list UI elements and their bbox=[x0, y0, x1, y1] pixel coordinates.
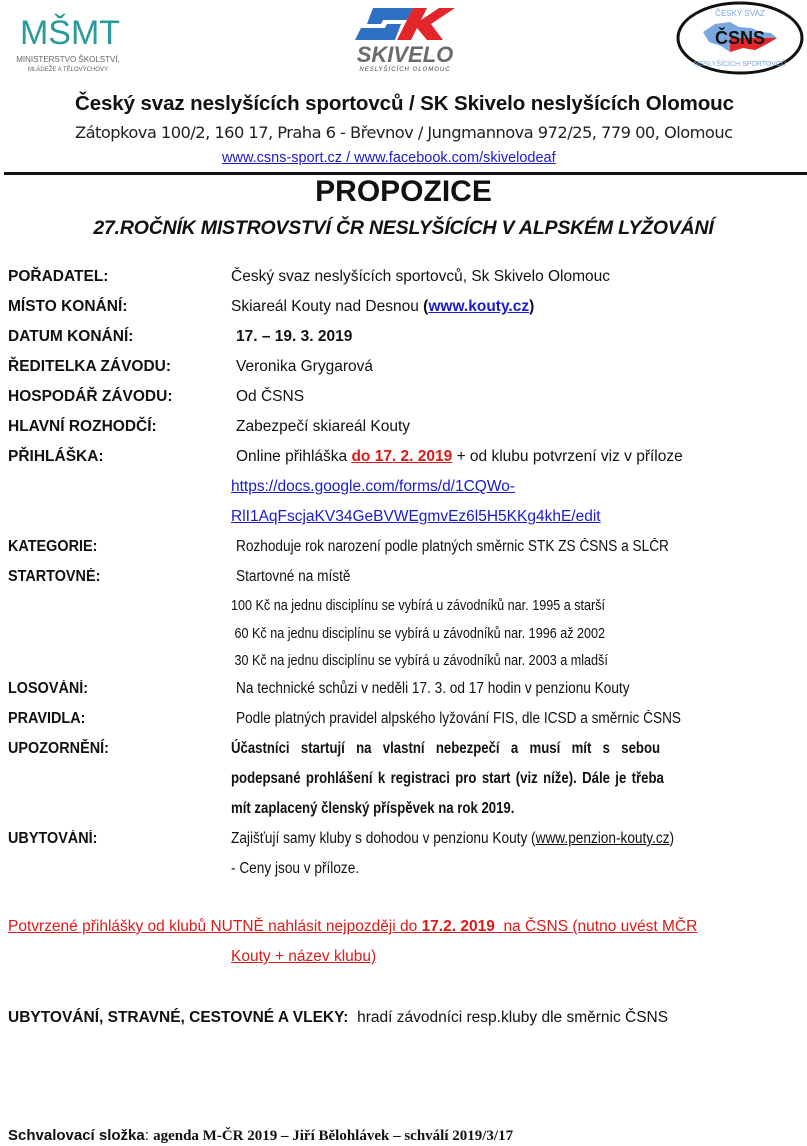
value-poradatel: Český svaz neslyšících sportovců, Sk Skivelo Olomouc bbox=[231, 268, 611, 285]
label-ubytovani: UBYTOVÁNÍ: bbox=[8, 830, 98, 847]
footer-colon: : bbox=[144, 1127, 154, 1144]
deadline-notice-line2: Kouty + název klubu) bbox=[231, 948, 377, 965]
value-losovani: Na technické schůzi v neděli 17. 3. od 17 hodin v penzionu Kouty bbox=[236, 680, 630, 697]
value-ubytovani-line2: - Ceny jsou v příloze. bbox=[231, 860, 360, 877]
prihlaska-deadline: do 17. 2. 2019 bbox=[351, 448, 453, 465]
value-datum: 17. – 19. 3. 2019 bbox=[236, 328, 353, 345]
skivelo-tagline: NESLYŠÍCÍCH OLOMOUC bbox=[359, 67, 451, 72]
label-reditelka: ŘEDITELKA ZÁVODU: bbox=[8, 358, 172, 375]
value-pravidla: Podle platných pravidel alpského lyžování FIS, dle ICSD a směrnic ČSNS bbox=[236, 710, 682, 727]
misto-text: Skiareál Kouty nad Desnou bbox=[231, 298, 424, 315]
msmt-line1: MINISTERSTVO ŠKOLSTVÍ, bbox=[16, 55, 120, 64]
label-losovani: LOSOVÁNÍ: bbox=[8, 680, 89, 697]
label-startovne: STARTOVNÉ: bbox=[8, 568, 101, 585]
notice-post: na ČSNS (nutno uvést MČR bbox=[494, 918, 698, 935]
deadline-notice bbox=[8, 918, 697, 936]
skivelo-logo bbox=[335, 4, 475, 72]
warning-line: podepsané prohlášení k registraci pro start (viz níže). Dále je třeba bbox=[231, 770, 664, 787]
ubytovani-pre: Zajišťují samy kluby s dohodou v penzionu Kouty ( bbox=[231, 830, 536, 847]
skivelo-logo-mark bbox=[335, 4, 475, 72]
notice-pre: Potvrzené přihlášky od klubů NUTNĚ nahlásit nejpozději do bbox=[8, 918, 422, 935]
fee-line: 100 Kč na jednu disciplínu se vybírá u závodníků nar. 1995 a starší bbox=[231, 597, 606, 614]
costs-row bbox=[8, 1009, 668, 1027]
link-separator: / bbox=[342, 150, 355, 166]
costs-label: UBYTOVÁNÍ, STRAVNÉ, CESTOVNÉ A VLEKY: bbox=[8, 1009, 349, 1026]
label-hospodar: HOSPODÁŘ ZÁVODU: bbox=[8, 388, 173, 405]
notice-date: 17.2. 2019 bbox=[421, 918, 495, 935]
msmt-logo bbox=[0, 4, 140, 74]
misto-paren-open: ( bbox=[423, 298, 429, 315]
msmt-logo-mark bbox=[0, 4, 140, 74]
value-startovne: Startovné na místě bbox=[236, 568, 351, 585]
msmt-mark-text: MŠMT bbox=[19, 14, 121, 52]
value-prihlaska bbox=[236, 448, 683, 466]
label-pravidla: PRAVIDLA: bbox=[8, 710, 86, 727]
value-rozhodci: Zabezpečí skiareál Kouty bbox=[236, 418, 411, 435]
label-rozhodci: HLAVNÍ ROZHODČÍ: bbox=[8, 418, 157, 435]
label-upozorneni: UPOZORNĚNÍ: bbox=[8, 740, 109, 757]
msmt-line2: MLÁDEŽE A TĚLOVÝCHOVY bbox=[28, 67, 108, 73]
csns-logo-mark bbox=[675, 0, 805, 76]
footer-label: Schvalovací složka bbox=[8, 1127, 145, 1144]
org-title: Český svaz neslyšících sportovců / SK Skivelo neslyšících Olomouc bbox=[75, 92, 734, 115]
label-misto: MÍSTO KONÁNÍ: bbox=[8, 298, 128, 315]
skivelo-name: SKIVELO bbox=[356, 42, 454, 67]
facebook-link[interactable]: www.facebook.com/skivelodeaf bbox=[354, 150, 556, 166]
warning-line: Účastníci startují na vlastní nebezpečí a musí mít s sebou bbox=[231, 740, 661, 757]
page-title: PROPOZICE bbox=[315, 175, 492, 208]
approval-footer bbox=[8, 1127, 513, 1145]
warning-line: mít zaplacený členský příspěvek na rok 2019. bbox=[231, 800, 515, 817]
form-link-line2[interactable]: RlI1AqFscjaKV34GeBVWEgmvEz6l5H5KKg4khE/edit bbox=[231, 508, 601, 525]
org-links bbox=[222, 150, 556, 166]
value-kategorie: Rozhoduje rok narození podle platných směrnic STK ZS ČSNS a SLČR bbox=[236, 538, 669, 555]
footer-value: agenda M-ČR 2019 – Jiří Bělohlávek – schválí 2019/3/17 bbox=[153, 1128, 514, 1144]
csns-center-text: ČSNS bbox=[714, 28, 766, 48]
prihlaska-pre: Online přihláška bbox=[236, 448, 352, 465]
kouty-link[interactable]: www.kouty.cz bbox=[428, 298, 530, 315]
misto-paren-close: ) bbox=[529, 298, 535, 315]
prihlaska-post: + od klubu potvrzení viz v příloze bbox=[452, 448, 683, 465]
csns-bottom-text: NESLYŠÍCÍCH SPORTOVCŮ bbox=[693, 61, 787, 68]
csns-top-text: ČESKÝ SVAZ bbox=[715, 9, 765, 18]
value-reditelka: Veronika Grygarová bbox=[236, 358, 373, 375]
label-kategorie: KATEGORIE: bbox=[8, 538, 98, 555]
label-prihlaska: PŘIHLÁŠKA: bbox=[8, 448, 104, 465]
form-link-line1[interactable]: https://docs.google.com/forms/d/1CQWo- bbox=[231, 478, 515, 495]
csns-logo bbox=[675, 0, 805, 76]
value-hospodar: Od ČSNS bbox=[236, 388, 305, 405]
ubytovani-post: ) bbox=[669, 830, 675, 847]
value-ubytovani bbox=[231, 830, 674, 848]
label-datum: DATUM KONÁNÍ: bbox=[8, 328, 134, 345]
value-misto bbox=[231, 298, 534, 316]
csns-website-link[interactable]: www.csns-sport.cz bbox=[222, 150, 343, 166]
page-subtitle: 27.ROČNÍK MISTROVSTVÍ ČR NESLYŠÍCÍCH V ALPSKÉM LYŽOVÁNÍ bbox=[93, 217, 714, 239]
fee-line: 30 Kč na jednu disciplínu se vybírá u závodníků nar. 2003 a mladší bbox=[231, 652, 608, 669]
fee-line: 60 Kč na jednu disciplínu se vybírá u závodníků nar. 1996 až 2002 bbox=[231, 625, 606, 642]
label-poradatel: POŘADATEL: bbox=[8, 268, 109, 285]
org-address: Zátopkova 100/2, 160 17, Praha 6 - Břevnov / Jungmannova 972/25, 779 00, Olomouc bbox=[75, 123, 733, 142]
penzion-link[interactable]: www.penzion-kouty.cz bbox=[535, 830, 670, 847]
costs-value: hradí závodníci resp.kluby dle směrnic ČSNS bbox=[348, 1009, 669, 1026]
